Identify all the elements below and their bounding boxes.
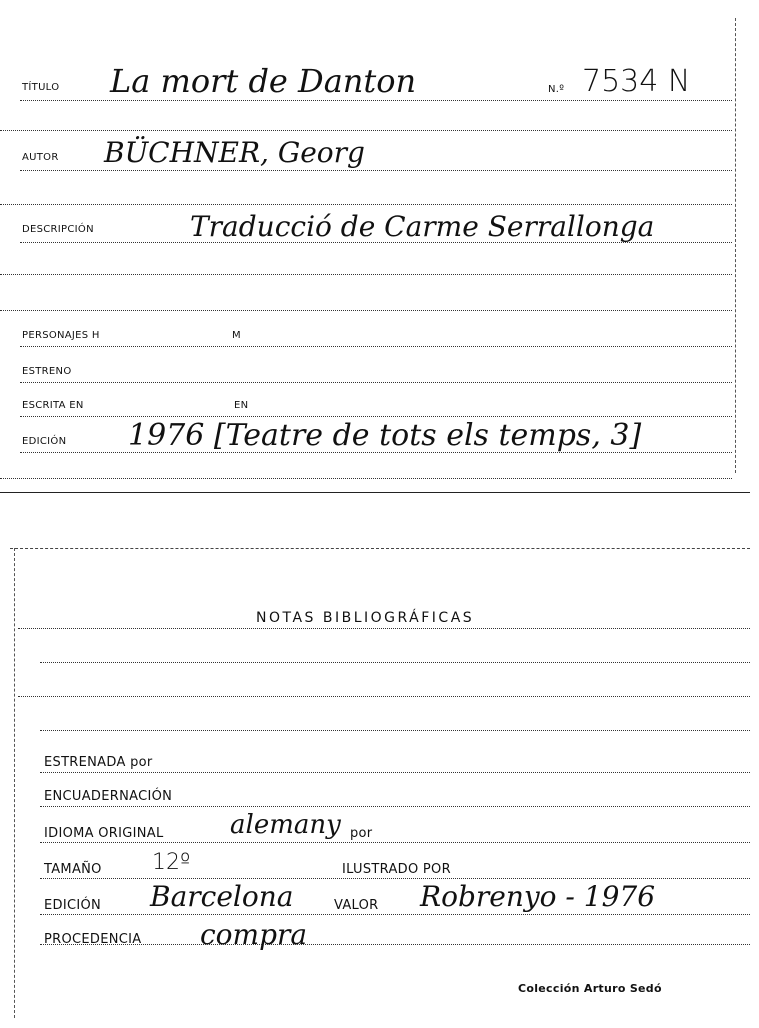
edicion-back-label: EDICIÓN	[44, 898, 102, 913]
idioma-value: alemany	[230, 810, 341, 840]
edicion-back-rule	[40, 914, 750, 915]
blank-rule-1	[0, 130, 732, 131]
escrita-en-label: EN	[234, 400, 249, 411]
blank-rule-b1	[40, 662, 750, 663]
titulo-rule	[20, 100, 732, 101]
personajes-rule	[20, 346, 732, 347]
estrenada-label: ESTRENADA por	[44, 755, 153, 770]
autor-label: AUTOR	[22, 152, 59, 163]
estreno-rule	[20, 382, 732, 383]
estrenada-rule	[40, 772, 750, 773]
valor-label: VALOR	[334, 898, 379, 913]
catalog-card-front	[0, 0, 759, 493]
blank-rule-4	[0, 310, 732, 311]
procedencia-label: PROCEDENCIA	[44, 932, 142, 947]
blank-rule-b2	[18, 696, 750, 697]
idioma-por-label: por	[350, 826, 373, 841]
blank-rule-2	[0, 204, 732, 205]
numero-value: 7534 N	[582, 64, 691, 99]
tamano-label: TAMAÑO	[44, 862, 102, 877]
edicion-label: EDICIÓN	[22, 436, 67, 447]
personajes-label: PERSONAJES H	[22, 330, 100, 341]
escrita-label: ESCRITA EN	[22, 400, 84, 411]
card-right-edge	[735, 18, 736, 473]
idioma-label: IDIOMA ORIGINAL	[44, 826, 164, 841]
descripcion-rule	[20, 242, 732, 243]
edicion-rule	[20, 452, 732, 453]
escrita-rule	[20, 416, 732, 417]
edicion-value: 1976 [Teatre de tots els temps, 3]	[128, 418, 642, 453]
card-left-edge	[14, 548, 15, 1018]
personajes-m-label: M	[232, 330, 241, 341]
procedencia-value: compra	[200, 918, 308, 951]
catalog-card-back	[0, 540, 759, 1028]
encuadernacion-rule	[40, 806, 750, 807]
notas-heading: NOTAS BIBLIOGRÁFICAS	[256, 610, 475, 626]
edicion-back-value: Barcelona	[150, 880, 294, 913]
blank-rule-5	[0, 478, 732, 479]
idioma-rule	[40, 842, 750, 843]
descripcion-label: DESCRIPCIÓN	[22, 224, 94, 235]
titulo-label: TÍTULO	[22, 82, 60, 93]
autor-rule	[20, 170, 732, 171]
valor-value: Robrenyo - 1976	[420, 880, 656, 913]
collection-credit: Colección Arturo Sedó	[518, 982, 662, 995]
tamano-value: 12º	[152, 850, 191, 875]
blank-rule-b3	[40, 730, 750, 731]
descripcion-value: Traducció de Carme Serrallonga	[190, 210, 655, 243]
heading-rule	[18, 628, 750, 629]
encuadernacion-label: ENCUADERNACIÓN	[44, 789, 173, 804]
tamano-rule	[40, 878, 750, 879]
titulo-value: La mort de Danton	[110, 62, 417, 100]
procedencia-rule	[40, 944, 750, 945]
numero-label: N.º	[548, 84, 565, 95]
card-bottom-edge	[0, 492, 750, 493]
ilustrado-label: ILUSTRADO POR	[342, 862, 451, 877]
blank-rule-3	[0, 274, 732, 275]
card-top-edge	[10, 548, 750, 549]
autor-value: BÜCHNER, Georg	[104, 136, 365, 169]
estreno-label: ESTRENO	[22, 366, 72, 377]
